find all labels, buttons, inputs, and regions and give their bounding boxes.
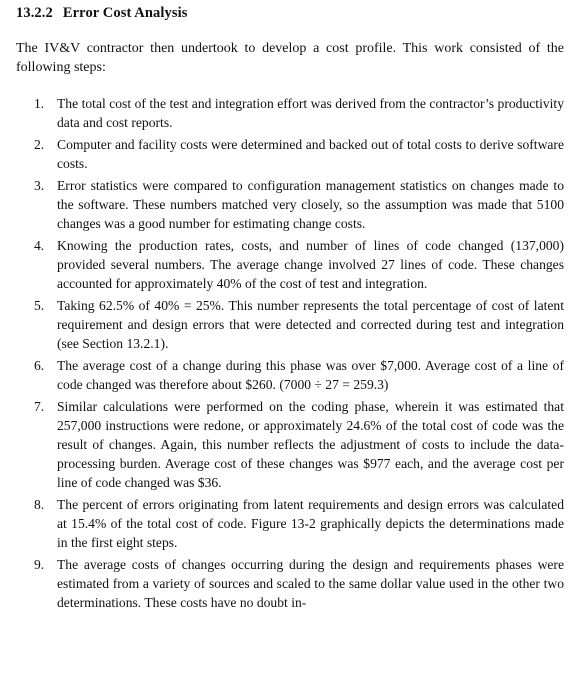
step-text: The average costs of changes occurring during the design and requirements phases were estimated from a variety of sources and scaled to the same dollar value used in the other two determinations. These costs have no doubt in-	[57, 557, 564, 610]
step-text: The average cost of a change during this phase was over $7,000. Average cost of a line of code changed was therefore about $260. (7000 ÷ 27 = 259.3)	[57, 358, 564, 392]
step-number: 8.	[34, 497, 45, 512]
step-text: Computer and facility costs were determined and backed out of total costs to derive software costs.	[57, 137, 564, 171]
step-number: 1.	[34, 96, 45, 111]
list-item	[16, 94, 564, 132]
section-number: 13.2.2	[16, 5, 53, 21]
section-heading	[16, 4, 564, 22]
step-number: 5.	[34, 298, 45, 313]
step-text: The percent of errors originating from latent requirements and design errors was calculated at 15.4% of the total cost of code. Figure 13-2 graphically depicts the determinations made in the first eight steps.	[57, 497, 564, 550]
list-item	[16, 135, 564, 173]
list-item	[16, 176, 564, 233]
step-number: 4.	[34, 238, 45, 253]
list-item	[16, 495, 564, 552]
step-text: Taking 62.5% of 40% = 25%. This number represents the total percentage of cost of latent requirement and design errors that were detected and corrected during test and integration (see Section 13.2.1).	[57, 298, 564, 351]
intro-paragraph: The IV&V contractor then undertook to develop a cost profile. This work consisted of the following steps:	[16, 41, 564, 75]
list-item	[16, 356, 564, 394]
step-text: The total cost of the test and integration effort was derived from the contractor’s productivity data and cost reports.	[57, 96, 564, 130]
step-text: Error statistics were compared to configuration management statistics on changes made to the software. These numbers matched very closely, so the assumption was made that 5100 changes was a good number for estimating change costs.	[57, 178, 564, 231]
step-number: 3.	[34, 178, 45, 193]
step-number: 9.	[34, 557, 45, 572]
list-item	[16, 296, 564, 353]
step-number: 2.	[34, 137, 45, 152]
step-number: 6.	[34, 358, 45, 373]
list-item	[16, 236, 564, 293]
step-number: 7.	[34, 399, 45, 414]
list-item	[16, 397, 564, 492]
step-text: Similar calculations were performed on the coding phase, wherein it was estimated that 257,000 instructions were redone, or approximately 24.6% of the total cost of code was the result of changes. Again, this number reflects the adjustment of costs to include the data-processing burden. Average cost of these changes was $977 each, and the average cost per line of code changed was $36.	[57, 399, 564, 490]
list-item	[16, 555, 564, 612]
section-title: Error Cost Analysis	[62, 5, 188, 21]
document-page	[16, 4, 564, 615]
step-text: Knowing the production rates, costs, and number of lines of code changed (137,000) provided several numbers. The average change involved 27 lines of code. These changes accounted for approximately 40% of the cost of test and integration.	[57, 238, 564, 291]
steps-list	[16, 94, 564, 612]
